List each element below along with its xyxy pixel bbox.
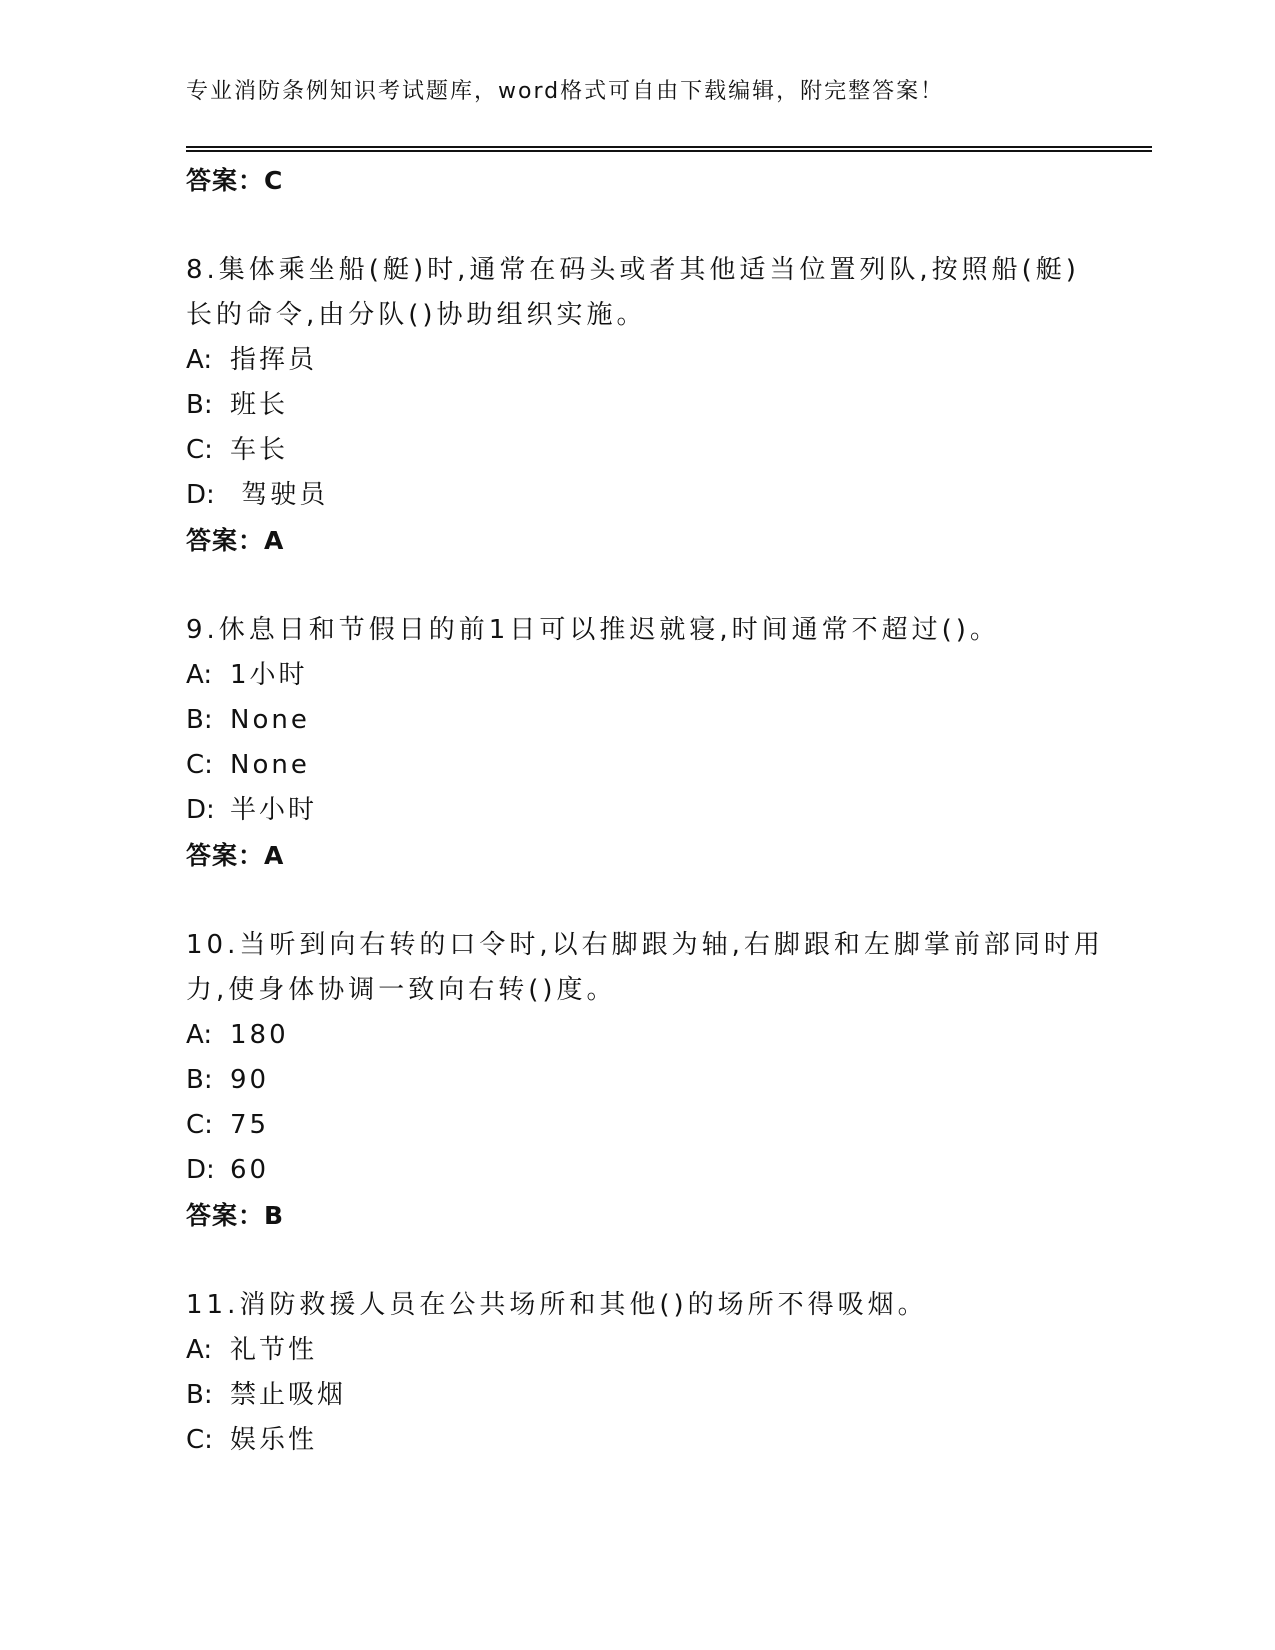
option-a (186, 1328, 1086, 1373)
option-key: B: (186, 390, 213, 420)
answer-label: 答案： (186, 1201, 265, 1230)
question-list (186, 158, 1104, 1463)
option-key: A: (186, 1020, 213, 1050)
option-text: 礼节性 (230, 1335, 318, 1365)
answer-label: 答案： (186, 526, 265, 555)
option-text: 60 (230, 1155, 270, 1185)
option-text: 驾驶员 (230, 480, 329, 510)
header-rule-bottom (186, 150, 1152, 152)
option-text: 1小时 (230, 660, 308, 690)
answer-line (186, 1193, 1086, 1238)
option-b (186, 1373, 1086, 1418)
option-text: 禁止吸烟 (230, 1380, 347, 1410)
option-key: A: (186, 660, 213, 690)
option-key: D: (186, 480, 215, 510)
question-9 (186, 608, 1086, 878)
option-c (186, 1418, 1086, 1463)
option-a (186, 1013, 1086, 1058)
option-key: B: (186, 1065, 213, 1095)
option-b (186, 383, 1086, 428)
option-d (186, 473, 1086, 518)
answer-value: C (264, 166, 283, 195)
option-key: B: (186, 705, 213, 735)
option-text: 75 (230, 1110, 270, 1140)
option-text: None (230, 705, 310, 735)
question-text: 10.当听到向右转的口令时,以右脚跟为轴,右脚跟和左脚掌前部同时用 (186, 930, 1104, 960)
answer-value: A (264, 526, 284, 555)
answer-label: 答案： (186, 166, 265, 195)
option-b (186, 698, 1086, 743)
question-text: 11.消防救援人员在公共场所和其他()的场所不得吸烟。 (186, 1290, 928, 1320)
option-key: A: (186, 345, 213, 375)
answer-value: B (264, 1201, 284, 1230)
option-text: None (230, 750, 310, 780)
option-c (186, 1103, 1086, 1148)
option-key: C: (186, 435, 213, 465)
option-key: B: (186, 1380, 213, 1410)
answer-label: 答案： (186, 841, 265, 870)
question-text: 8.集体乘坐船(艇)时,通常在码头或者其他适当位置列队,按照船(艇) (186, 255, 1080, 285)
option-c (186, 428, 1086, 473)
question-8 (186, 248, 1086, 563)
option-text: 90 (230, 1065, 270, 1095)
option-key: A: (186, 1335, 213, 1365)
option-text: 半小时 (230, 795, 318, 825)
question-text: 9.休息日和节假日的前1日可以推迟就寝,时间通常不超过()。 (186, 615, 1000, 645)
option-text: 班长 (230, 390, 289, 420)
option-text: 娱乐性 (230, 1425, 318, 1455)
option-key: D: (186, 795, 215, 825)
option-a (186, 338, 1086, 383)
option-key: C: (186, 1110, 213, 1140)
header-note: 专业消防条例知识考试题库，word格式可自由下载编辑，附完整答案！ (186, 79, 945, 104)
option-text: 180 (230, 1020, 289, 1050)
option-key: C: (186, 1425, 213, 1455)
option-d (186, 788, 1086, 833)
option-b (186, 1058, 1086, 1103)
option-c (186, 743, 1086, 788)
option-key: D: (186, 1155, 215, 1185)
answer-line (186, 518, 1086, 563)
option-key: C: (186, 750, 213, 780)
option-d (186, 1148, 1086, 1193)
option-text: 指挥员 (230, 345, 318, 375)
option-text: 车长 (230, 435, 289, 465)
header-rule-top (186, 146, 1152, 148)
question-10 (186, 923, 1104, 1238)
answer-line (186, 833, 1086, 878)
question-11 (186, 1283, 1086, 1463)
option-a (186, 653, 1086, 698)
question-text-continued: 长的命令,由分队()协助组织实施。 (186, 300, 647, 330)
answer-line (186, 158, 1086, 203)
question-text-continued: 力,使身体协调一致向右转()度。 (186, 975, 617, 1005)
answer-value: A (264, 841, 284, 870)
